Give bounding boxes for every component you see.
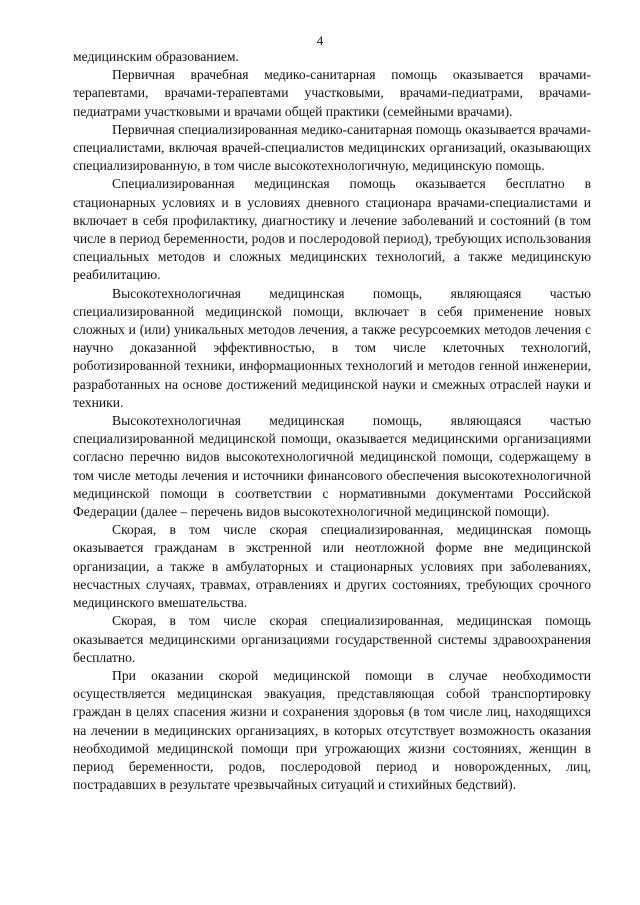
paragraph-high-tech-care-definition: Высокотехнологичная медицинская помощь, являющаяся частью специализированной медицинской помощи, включает в себя применение новых сложных и (или) уникальных методов лечения, а также ресурсоемких методов лечения с научно доказанной эффективностью, в том числе клеточных технологий, роботизированной техники, информационных технологий и методов генной инженерии, разработанных на основе достижений медицинской науки и смежных отраслей науки и техники. — [73, 285, 591, 410]
paragraph-primary-physician-care: Первичная врачебная медико-санитарная помощь оказывается врачами-терапевтами, врачами-терапевтами участковыми, врачами-педиатрами, врачами-педиатрами участковыми и врачами общей практики (семейными врачами). — [73, 67, 591, 119]
paragraph-specialized-care: Специализированная медицинская помощь оказывается бесплатно в стационарных условиях и в условиях дневного стационара врачами-специалистами и включает в себя профилактику, диагностику и лечение заболеваний и состояний (в том числе в период беременности, родов и послеродовой период), требующих использования специальных методов и сложных медицинских технологий, а также медицинскую реабилитацию. — [73, 176, 591, 283]
paragraph-continuation: медицинским образованием. — [73, 49, 239, 64]
paragraph-high-tech-care-provision: Высокотехнологичная медицинская помощь, являющаяся частью специализированной медицинской помощи, оказывается медицинскими организациями согласно перечню видов высокотехнологичной медицинской помощи, содержащему в том числе методы лечения и источники финансового обеспечения высокотехнологичной медицинской помощи в соответствии с нормативными документами Российской Федерации (далее – перечень видов высокотехнологичной медицинской помощи). — [73, 413, 591, 520]
paragraph-emergency-care-free: Скорая, в том числе скорая специализированная, медицинская помощь оказывается медицинскими организациями государственной системы здравоохранения бесплатно. — [73, 613, 591, 665]
document-body — [73, 48, 591, 794]
paragraph-medical-evacuation: При оказании скорой медицинской помощи в случае необходимости осуществляется медицинская эвакуация, представляющая собой транспортировку граждан в целях спасения жизни и сохранения здоровья (в том числе лиц, находящихся на лечении в медицинских организациях, в которых отсутствует возможность оказания необходимой медицинской помощи при угрожающих жизни состояниях, женщин в период беременности, родов, послеродовой период и новорожденных, лиц, пострадавших в результате чрезвычайных ситуаций и стихийных бедствий). — [73, 667, 591, 793]
paragraph-primary-specialized-care: Первичная специализированная медико-санитарная помощь оказывается врачами-специалистами, включая врачей-специалистов медицинских организаций, оказывающих специализированную, в том числе высокотехнологичную, медицинскую помощь. — [73, 121, 591, 174]
paragraph-emergency-care: Скорая, в том числе скорая специализированная, медицинская помощь оказывается гражданам в экстренной или неотложной форме вне медицинской организации, а также в амбулаторных и стационарных условиях при заболеваниях, несчастных случаях, травмах, отравлениях и других состояниях, требующих срочного медицинского вмешательства. — [73, 522, 591, 611]
page-number: 4 — [316, 33, 324, 48]
